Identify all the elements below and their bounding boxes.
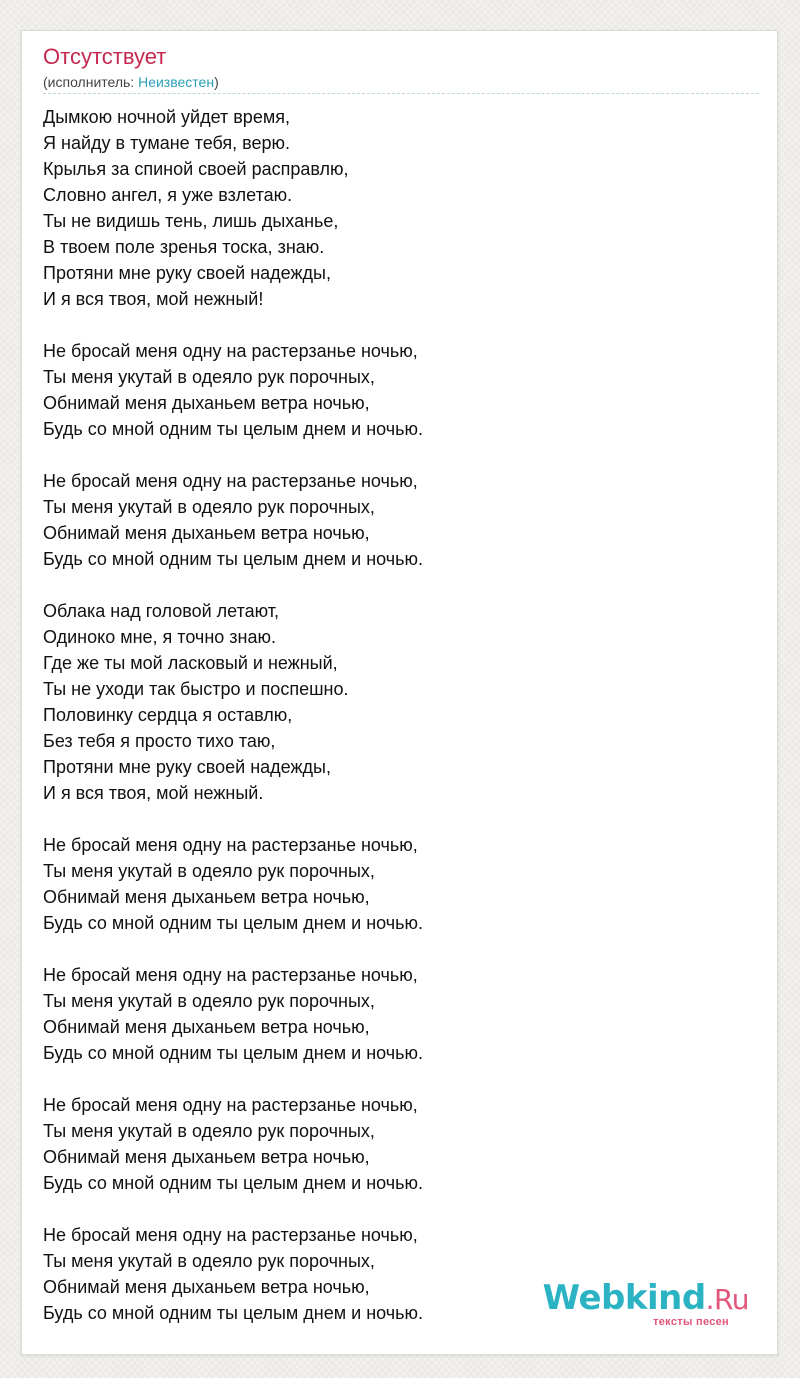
lyric-line: Облака над головой летают,	[43, 601, 280, 621]
lyric-line: Ты меня укутай в одеяло рук порочных,	[43, 1251, 375, 1271]
artist-prefix: (исполнитель:	[43, 74, 139, 90]
artist-link[interactable]: Неизвестен	[138, 74, 215, 90]
lyric-line: Ты меня укутай в одеяло рук порочных,	[43, 861, 375, 881]
lyric-line: В твоем поле зренья тоска, знаю.	[43, 237, 325, 257]
artist-suffix: )	[214, 74, 219, 90]
lyric-line: Обнимай меня дыханьем ветра ночью,	[43, 887, 370, 907]
lyric-line: И я вся твоя, мой нежный!	[43, 289, 264, 309]
lyric-line: И я вся твоя, мой нежный.	[43, 783, 264, 803]
lyric-line: Обнимай меня дыханьем ветра ночью,	[43, 1017, 370, 1037]
stanza	[43, 104, 759, 312]
stanza	[43, 598, 759, 806]
lyric-line: Крылья за спиной своей расправлю,	[43, 159, 349, 179]
lyric-line: Ты не уходи так быстро и поспешно.	[43, 679, 349, 699]
stanza	[43, 962, 759, 1066]
lyric-line: Будь со мной одним ты целым днем и ночью.	[43, 1043, 424, 1063]
lyric-line: Протяни мне руку своей надежды,	[43, 757, 331, 777]
lyric-line: Будь со мной одним ты целым днем и ночью.	[43, 913, 424, 933]
lyric-line: Не бросай меня одну на растерзанье ночью,	[43, 1095, 418, 1115]
lyric-line: Ты меня укутай в одеяло рук порочных,	[43, 497, 375, 517]
lyric-line: Будь со мной одним ты целым днем и ночью.	[43, 549, 424, 569]
lyric-line: Дымкою ночной уйдет время,	[43, 107, 290, 127]
lyric-line: Без тебя я просто тихо таю,	[43, 731, 276, 751]
stanza	[43, 832, 759, 936]
lyric-line: Не бросай меня одну на растерзанье ночью,	[43, 835, 418, 855]
lyric-line: Где же ты мой ласковый и нежный,	[43, 653, 338, 673]
lyric-line: Будь со мной одним ты целым днем и ночью.	[43, 1173, 424, 1193]
lyric-line: Не бросай меня одну на растерзанье ночью,	[43, 471, 418, 491]
lyric-line: Будь со мной одним ты целым днем и ночью.	[43, 419, 424, 439]
lyrics-card	[21, 30, 778, 1355]
title-divider	[43, 93, 759, 94]
lyric-line: Одиноко мне, я точно знаю.	[43, 627, 276, 647]
lyric-line: Ты меня укутай в одеяло рук порочных,	[43, 367, 375, 387]
site-logo[interactable]	[542, 1278, 749, 1334]
lyric-line: Не бросай меня одну на растерзанье ночью,	[43, 965, 418, 985]
lyric-line: Обнимай меня дыханьем ветра ночью,	[43, 1277, 370, 1297]
lyric-line: Не бросай меня одну на растерзанье ночью,	[43, 341, 418, 361]
lyric-line: Обнимай меня дыханьем ветра ночью,	[43, 523, 370, 543]
lyric-line: Не бросай меня одну на растерзанье ночью,	[43, 1225, 418, 1245]
lyric-line: Ты меня укутай в одеяло рук порочных,	[43, 1121, 375, 1141]
lyric-line: Обнимай меня дыханьем ветра ночью,	[43, 1147, 370, 1167]
logo-tagline: тексты песен	[653, 1316, 729, 1328]
lyric-line: Я найду в тумане тебя, верю.	[43, 133, 291, 153]
lyric-line: Будь со мной одним ты целым днем и ночью.	[43, 1303, 424, 1323]
lyrics-text	[43, 104, 759, 1326]
stanza	[43, 338, 759, 442]
stanza	[43, 1092, 759, 1196]
logo-name: Webkind	[542, 1278, 706, 1318]
artist-line	[43, 73, 219, 91]
lyric-line: Ты меня укутай в одеяло рук порочных,	[43, 991, 375, 1011]
logo-tld: .Ru	[705, 1283, 749, 1316]
song-title: Отсутствует	[43, 44, 167, 69]
lyric-line: Ты не видишь тень, лишь дыханье,	[43, 211, 339, 231]
stanza	[43, 468, 759, 572]
lyric-line: Половинку сердца я оставлю,	[43, 705, 293, 725]
lyric-line: Обнимай меня дыханьем ветра ночью,	[43, 393, 370, 413]
logo-wordmark	[543, 1278, 749, 1320]
lyric-line: Словно ангел, я уже взлетаю.	[43, 185, 293, 205]
lyric-line: Протяни мне руку своей надежды,	[43, 263, 331, 283]
